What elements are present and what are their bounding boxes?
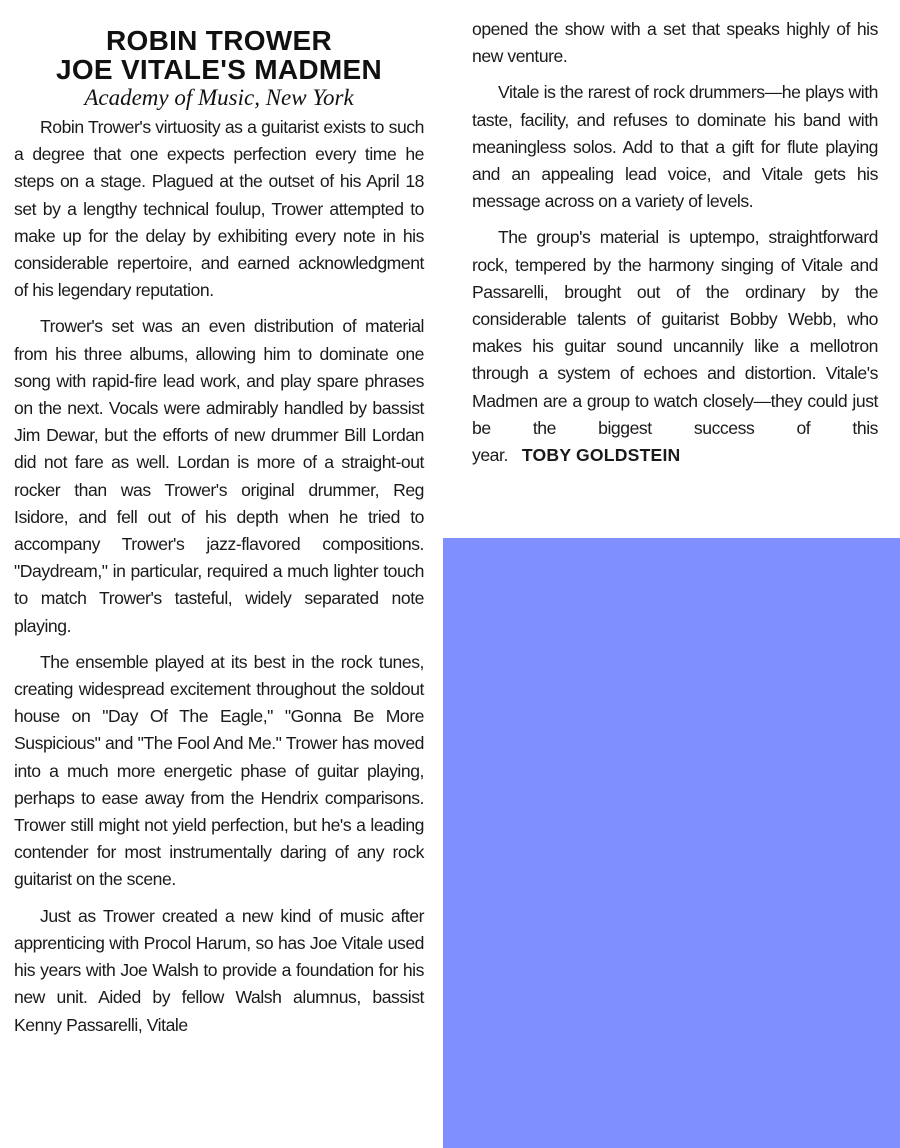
headline-line-2: JOE VITALE'S MADMEN bbox=[55, 54, 383, 85]
blue-panel bbox=[443, 538, 900, 1148]
paragraph-left-3: The ensemble played at its best in the rock tunes, creating widespread excitement throughout the soldout house on "Day Of The Eagle," "Gonna Be More Suspicious" and "The Fool And Me." Trower has moved into a much more energetic phase of guitar playing, perhaps to ease away from the Hendrix comparisons. Trower still might not yield perfection, but he's a leading contender for most instrumentally daring of any rock guitarist on the scene. bbox=[14, 651, 424, 890]
paragraph-left-2: Trower's set was an even distribution of material from his three albums, allowing him to dominate one song with rapid-fire lead work, and play spare phrases on the next. Vocals were admirably handled by bassist Jim Dewar, but the efforts of new drummer Bill Lordan did not fare as well. Lordan is more of a straight-out rocker than was Trower's original drummer, Reg Isidore, and fell out of his depth when he tried to accompany Trower's jazz-flavored compositions. "Daydream," in particular, required a much lighter touch to match Trower's tasteful, widely separated note playing. bbox=[14, 316, 424, 636]
venue-subtitle: Academy of Music, New York bbox=[84, 85, 354, 110]
paragraph-right-1: opened the show with a set that speaks highly of his new venture. bbox=[472, 19, 878, 67]
paragraph-right-3-text: The group's material is uptempo, straightforward rock, tempered by the harmony singing of Vitale and Passarelli, brought out of the ordinary by the considerable talents of guitarist Bobby Webb, who makes his guitar sound uncannily like a mellotron through a system of echoes and distortion. Vitale's Madmen are a group to watch closely—they could just be the biggest success of this year. bbox=[472, 227, 878, 466]
paragraph-left-4: Just as Trower created a new kind of music after apprenticing with Procol Harum, so has Joe Vitale used his years with Joe Walsh to provide a foundation for his new unit. Aided by fellow Walsh alumnus, bassist Kenny Passarelli, Vitale bbox=[14, 905, 424, 1035]
paragraph-right-2: Vitale is the rarest of rock drummers—he plays with taste, facility, and refuses to dominate his band with meaningless solos. Add to that a gift for flute playing and an appealing lead voice, and Vitale gets his message across on a variety of levels. bbox=[472, 82, 878, 212]
headline-line-1: ROBIN TROWER bbox=[105, 25, 333, 56]
left-column bbox=[14, 26, 424, 1039]
author-byline: TOBY GOLDSTEIN bbox=[521, 445, 681, 466]
headline bbox=[14, 26, 424, 84]
paragraph-left-1: Robin Trower's virtuosity as a guitarist exists to such a degree that one expects perfection every time he steps on a stage. Plagued at the outset of his April 18 set by a lengthy technical foulup, Trower attempted to make up for the delay by exhibiting every note in his considerable repertoire, and earned acknowledgment of his legendary reputation. bbox=[14, 117, 424, 301]
paragraph-right-3 bbox=[472, 224, 878, 469]
right-column bbox=[472, 16, 878, 469]
